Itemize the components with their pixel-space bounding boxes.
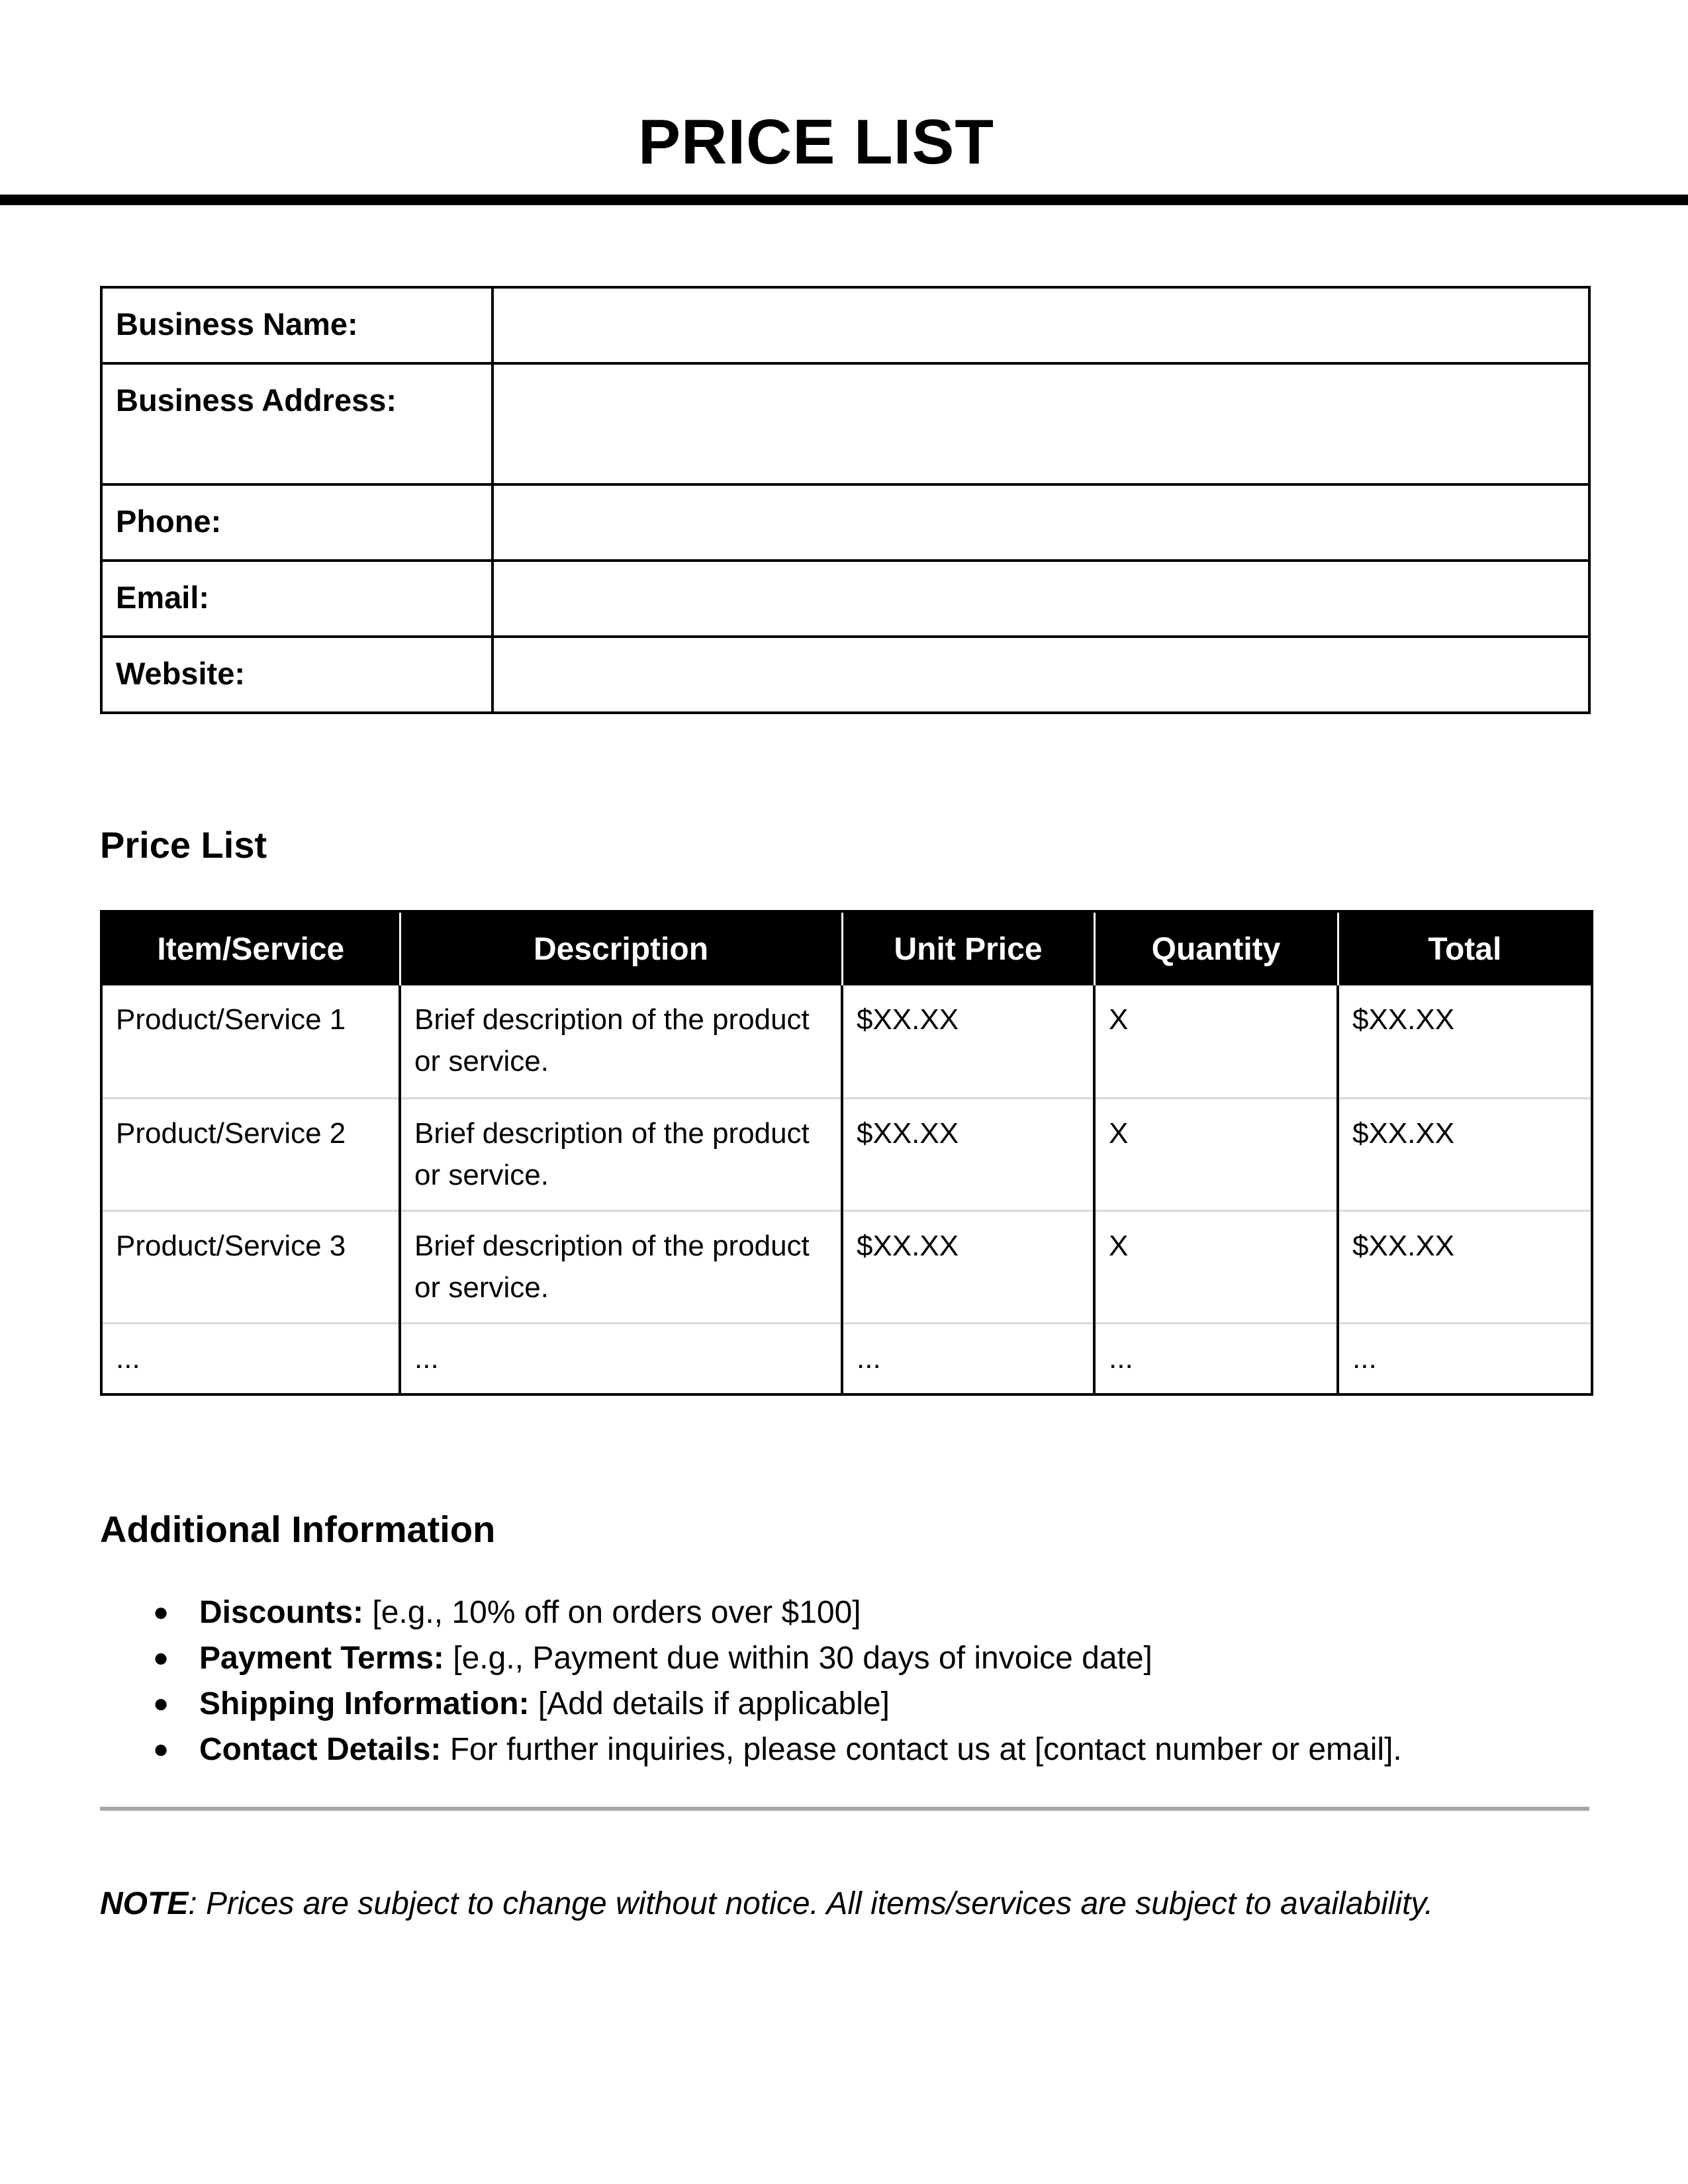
email-field[interactable] [492, 561, 1589, 637]
column-header-description: Description [400, 911, 842, 985]
phone-field[interactable] [492, 484, 1589, 561]
table-row [101, 1323, 1592, 1394]
list-item [100, 1590, 1622, 1635]
business-info-row [101, 363, 1589, 484]
phone-label: Phone: [101, 484, 492, 561]
business-info-table [100, 286, 1591, 714]
description-cell[interactable]: ... [400, 1323, 842, 1394]
business-address-field[interactable] [492, 363, 1589, 484]
unit-price-cell[interactable]: ... [842, 1323, 1094, 1394]
shipping-info-text: [Add details if applicable] [529, 1686, 890, 1721]
list-item [100, 1681, 1622, 1727]
column-header-item: Item/Service [101, 911, 400, 985]
bullet-icon: ● [153, 1598, 169, 1627]
website-field[interactable] [492, 637, 1589, 713]
email-label: Email: [101, 561, 492, 637]
business-name-label: Business Name: [101, 287, 492, 363]
column-header-unit-price: Unit Price [842, 911, 1094, 985]
item-cell[interactable]: Product/Service 2 [101, 1098, 400, 1210]
unit-price-cell[interactable]: $XX.XX [842, 1098, 1094, 1210]
table-row [101, 985, 1592, 1098]
contact-details-label: Contact Details: [199, 1732, 442, 1767]
unit-price-cell[interactable]: $XX.XX [842, 1210, 1094, 1323]
discounts-label: Discounts: [199, 1595, 364, 1630]
website-label: Website: [101, 637, 492, 713]
business-info-row [101, 561, 1589, 637]
unit-price-cell[interactable]: $XX.XX [842, 985, 1094, 1098]
bullet-icon: ● [153, 1689, 169, 1718]
note-label: NOTE [100, 1886, 189, 1921]
payment-terms-label: Payment Terms: [199, 1641, 444, 1676]
description-cell[interactable]: Brief description of the product or service. [400, 1210, 842, 1323]
total-cell[interactable]: $XX.XX [1338, 985, 1592, 1098]
description-cell[interactable]: Brief description of the product or service. [400, 1098, 842, 1210]
quantity-cell[interactable]: X [1094, 1210, 1338, 1323]
payment-terms-text: [e.g., Payment due within 30 days of invoice date] [444, 1641, 1152, 1676]
item-cell[interactable]: ... [101, 1323, 400, 1394]
description-cell[interactable]: Brief description of the product or service. [400, 985, 842, 1098]
additional-info-list [100, 1590, 1622, 1772]
table-row [101, 1210, 1592, 1323]
section-divider [100, 1807, 1589, 1811]
business-info-row [101, 637, 1589, 713]
price-table [100, 910, 1593, 1396]
price-list-heading: Price List [100, 824, 267, 866]
bullet-icon: ● [153, 1735, 169, 1764]
price-table-header [101, 911, 1592, 985]
list-item [100, 1727, 1622, 1772]
column-header-quantity: Quantity [1094, 911, 1338, 985]
business-name-field[interactable] [492, 287, 1589, 363]
title-divider [0, 195, 1688, 205]
shipping-info-label: Shipping Information: [199, 1686, 530, 1721]
item-cell[interactable]: Product/Service 3 [101, 1210, 400, 1323]
contact-details-text: For further inquiries, please contact us at [contact number or email]. [441, 1732, 1402, 1767]
table-row [101, 1098, 1592, 1210]
discounts-text: [e.g., 10% off on orders over $100] [363, 1595, 861, 1630]
item-cell[interactable]: Product/Service 1 [101, 985, 400, 1098]
bullet-icon: ● [153, 1643, 169, 1672]
list-item [100, 1635, 1622, 1681]
business-info-row [101, 287, 1589, 363]
quantity-cell[interactable]: ... [1094, 1323, 1338, 1394]
business-info-row [101, 484, 1589, 561]
total-cell[interactable]: ... [1338, 1323, 1592, 1394]
quantity-cell[interactable]: X [1094, 985, 1338, 1098]
quantity-cell[interactable]: X [1094, 1098, 1338, 1210]
business-address-label: Business Address: [101, 363, 492, 484]
page-title: PRICE LIST [637, 107, 995, 177]
footer-note [100, 1881, 1622, 1927]
total-cell[interactable]: $XX.XX [1338, 1210, 1592, 1323]
additional-info-heading: Additional Information [100, 1508, 496, 1550]
total-cell[interactable]: $XX.XX [1338, 1098, 1592, 1210]
note-text: : Prices are subject to change without notice. All items/services are subject to availability. [188, 1886, 1434, 1921]
column-header-total: Total [1338, 911, 1592, 985]
